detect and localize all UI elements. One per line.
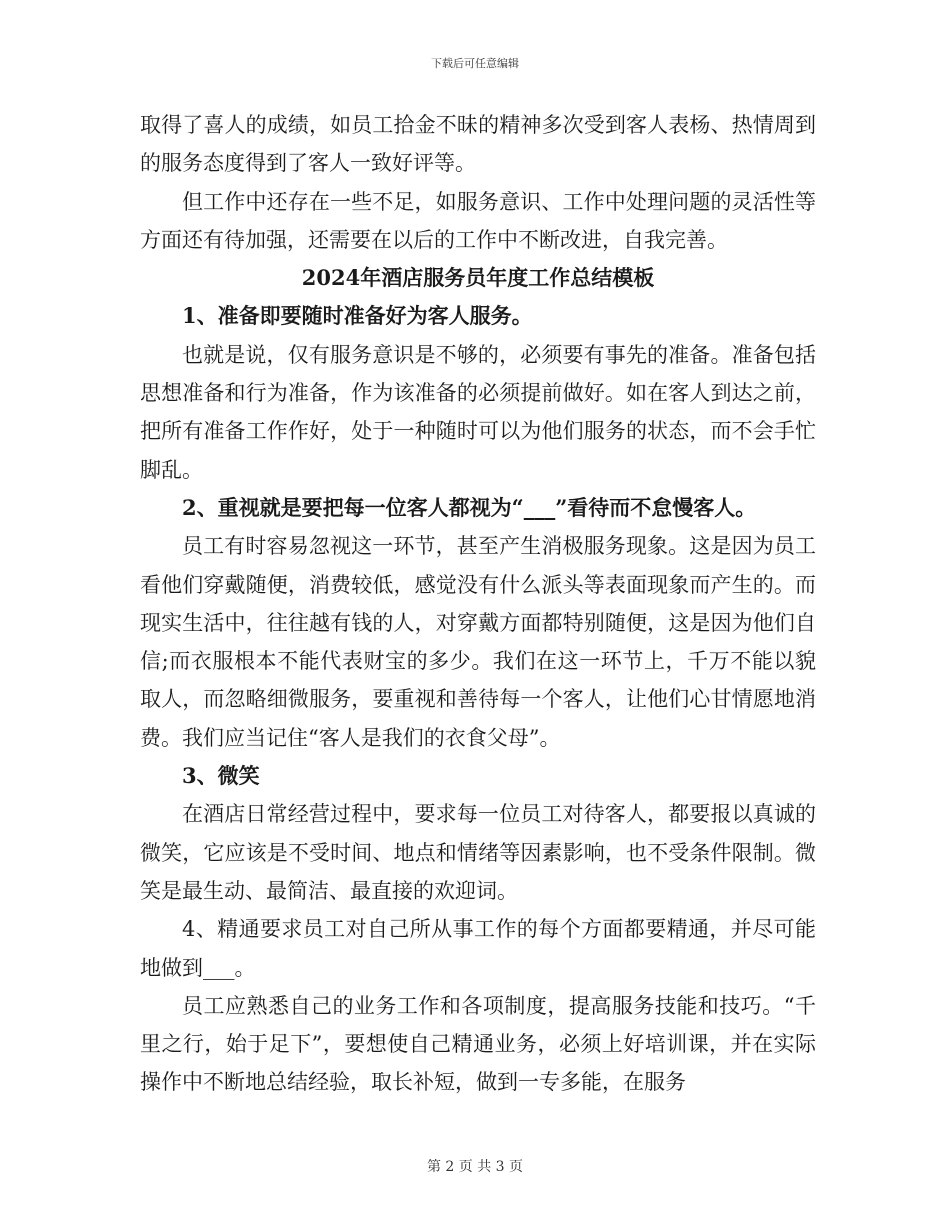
section-2-heading: 2、重视就是要把每一位客人都视为“___”看待而不怠慢客人。 [182,494,757,520]
document-title: 2024年酒店服务员年度工作总结模板 [301,265,655,291]
document-body [140,106,816,1102]
page-number: 第 2 页 共 3 页 [426,1159,524,1175]
section-3-body: 在酒店日常经营过程中，要求每一位员工对待客人，都要报以真诚的微笑，它应该是不受时间、地点和情绪等因素影响，也不受条件限制。微笑是最生动、最简洁、最直接的欢迎词。 [140,802,816,903]
section-1-body: 也就是说，仅有服务意识是不够的，必须要有事先的准备。准备包括思想准备和行为准备，作为该准备的必须提前做好。如在客人到达之前，把所有准备工作作好，处于一种随时可以为他们服务的状态，而不会手忙脚乱。 [140,342,816,482]
page-header-note: 下载后可任意编辑 [431,57,519,70]
paragraph-continuation: 取得了喜人的成绩，如员工拾金不昧的精神多次受到客人表杨、热情周到的服务态度得到了客人一致好评等。 [140,113,816,176]
section-4-body: 员工应熟悉自己的业务工作和各项制度，提高服务技能和技巧。“千里之行，始于足下”，要想使自己精通业务，必须上好培训课，并在实际操作中不断地总结经验，取长补短，做到一专多能，在服务 [140,993,816,1095]
paragraph-shortcomings: 但工作中还存在一些不足，如服务意识、工作中处理问题的灵活性等方面还有待加强，还需要在以后的工作中不断改进，自我完善。 [140,189,816,252]
section-1-heading: 1、准备即要随时准备好为客人服务。 [182,303,533,329]
section-4-heading: 4、精通要求员工对自己所从事工作的每个方面都要精通，并尽可能地做到___。 [140,917,816,980]
section-2-body: 员工有时容易忽视这一环节，甚至产生消极服务现象。这是因为员工看他们穿戴随便，消费较低，感觉没有什么派头等表面现象而产生的。而现实生活中，往往越有钱的人，对穿戴方面都特别随便，这是因为他们自信;而衣服根本不能代表财宝的多少。我们在这一环节上，千万不能以貌取人，而忽略细微服务，要重视和善待每一个客人，让他们心甘情愿地消费。我们应当记住“客人是我们的衣食父母”。 [140,534,816,750]
section-3-heading: 3、微笑 [182,763,260,789]
